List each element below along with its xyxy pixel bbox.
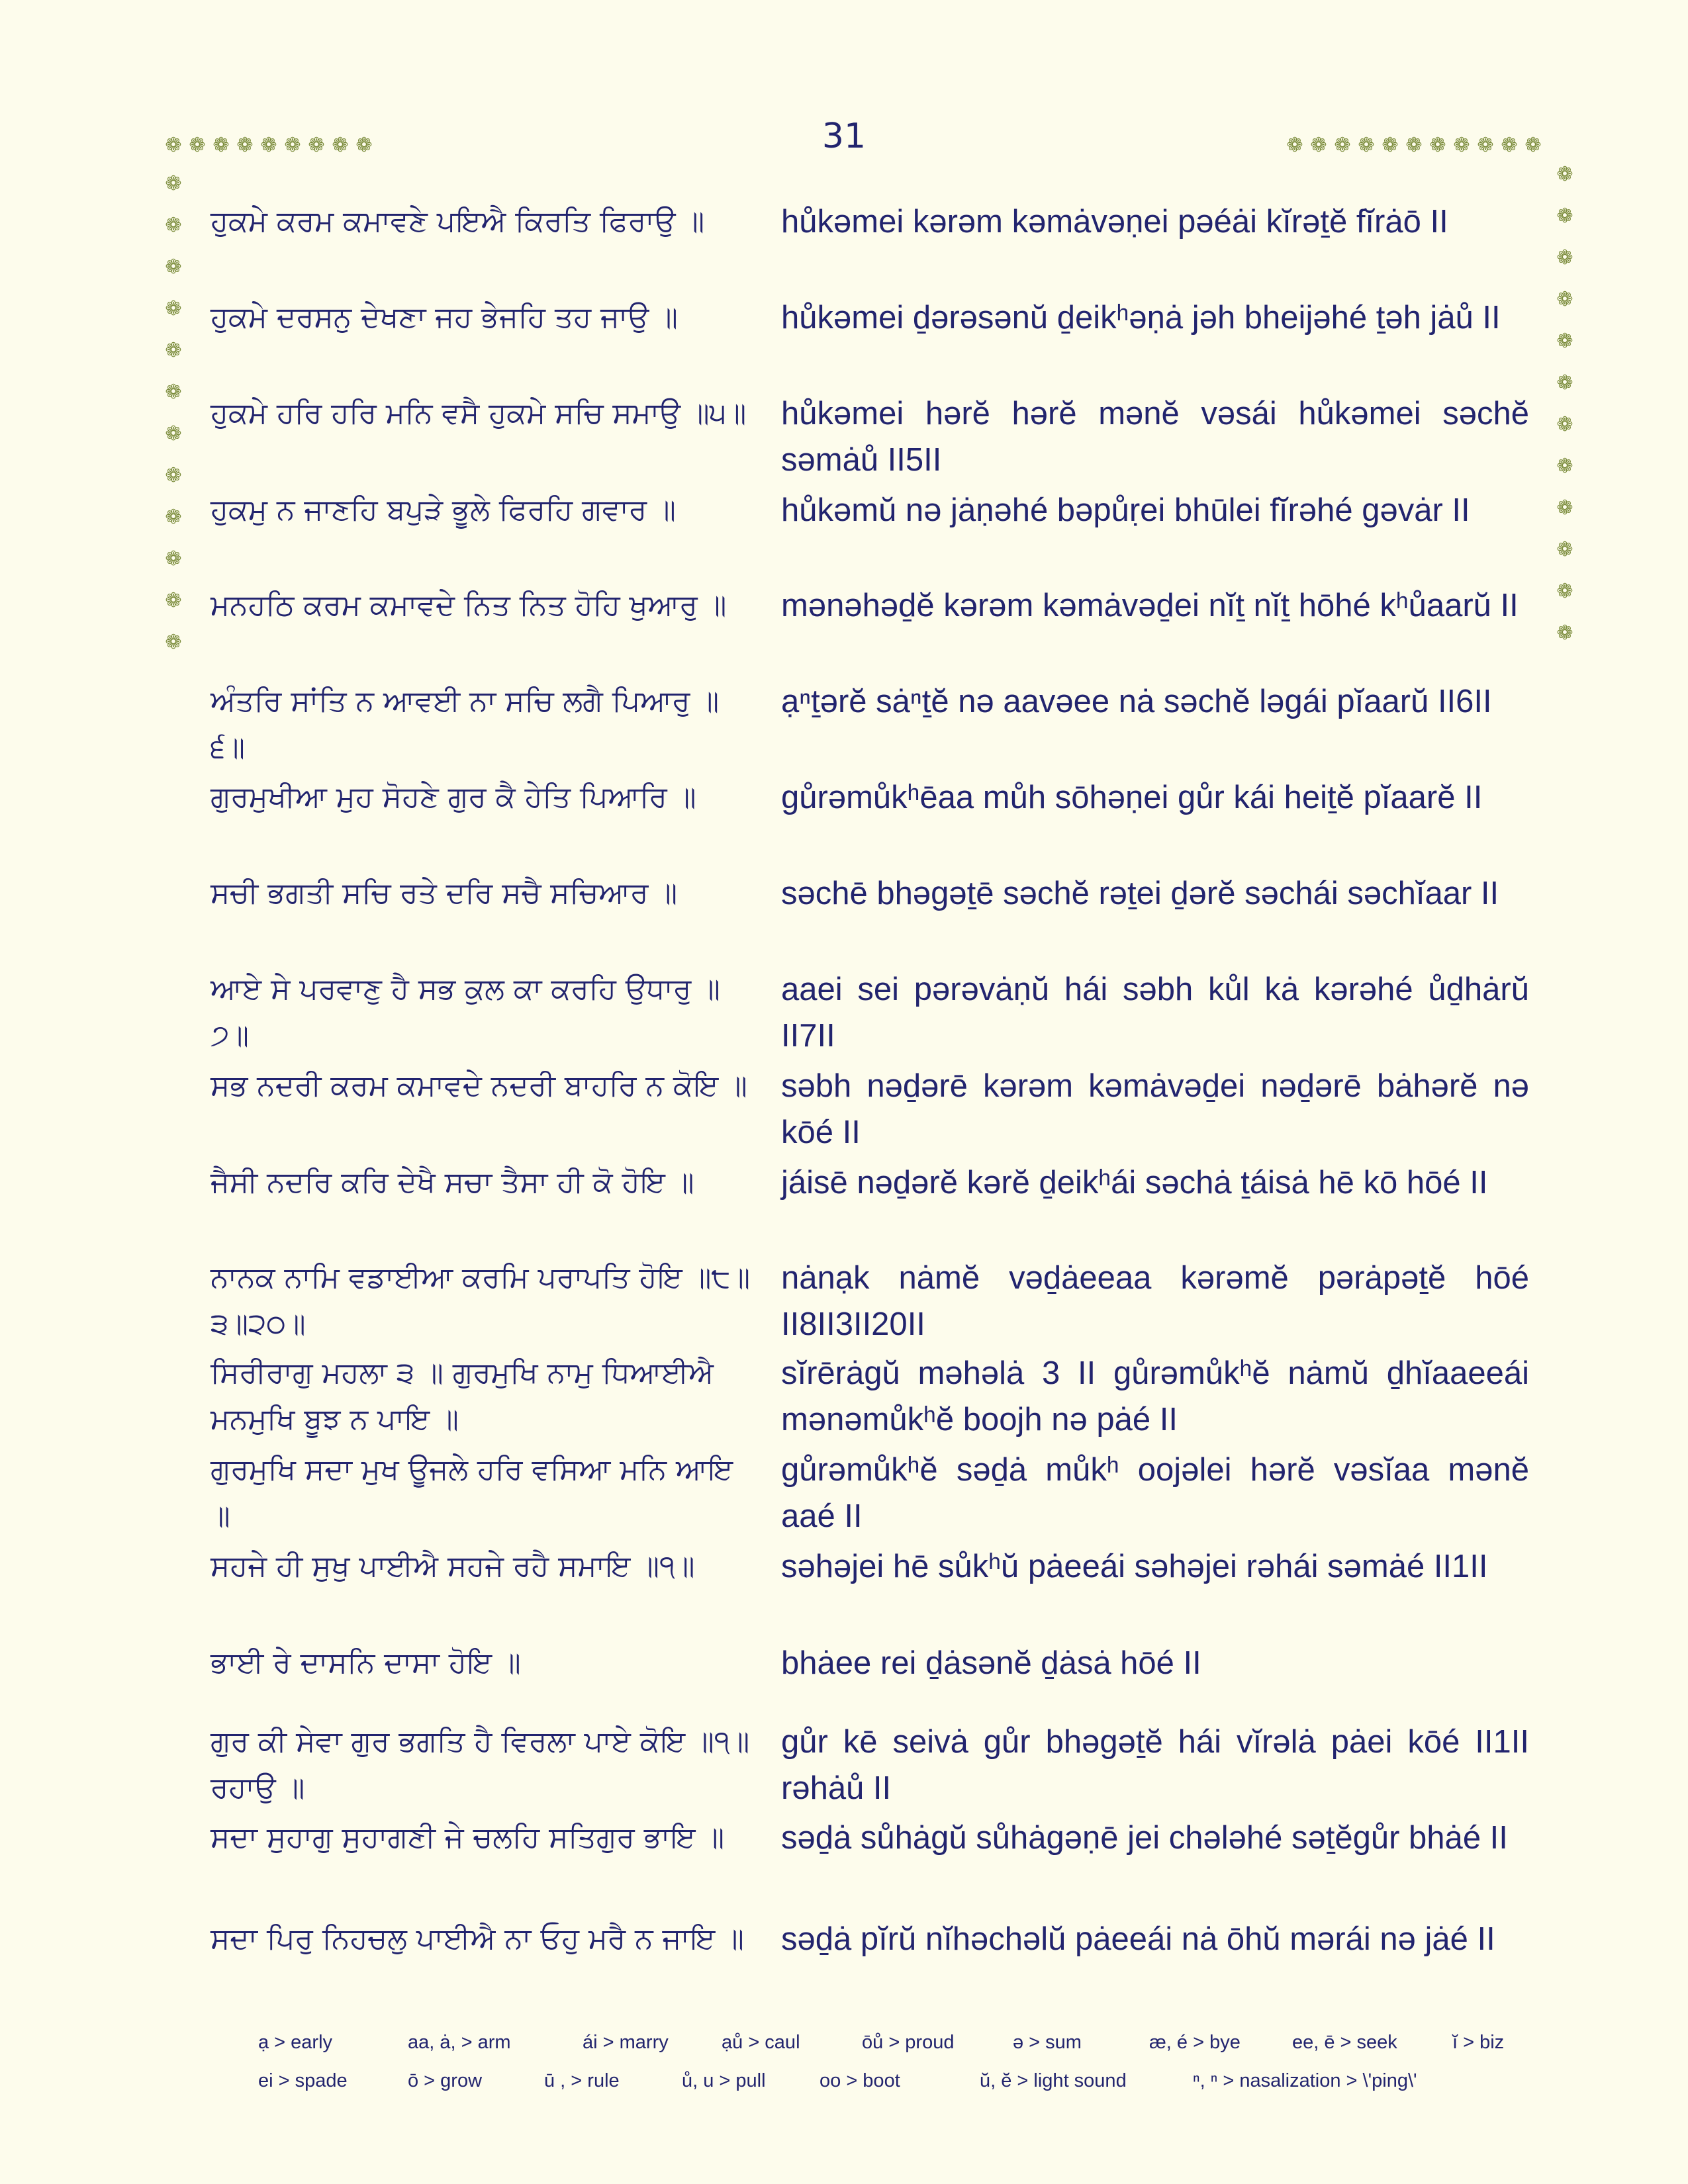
transliteration-line: səhəjei hē sůkʰŭ pȧeeái səhəjei rəhái səmȧé II1II <box>781 1549 1488 1584</box>
flower-ornament-icon: ❁ <box>1334 134 1351 157</box>
transliteration-line: hůkəmei hərĕ hərĕ mənĕ vəsái hůkəmei səchĕ səmȧů II5II <box>781 396 1529 478</box>
flower-ornament-icon: ❁ <box>284 134 301 157</box>
gurmukhi-line: ਆਏ ਸੇ ਪਰਵਾਣੁ ਹੈ ਸਭ ਕੁਲ ਕਾ ਕਰਹਿ ਉਧਾਰੁ ॥੭॥ <box>211 972 720 1052</box>
legend-item: ei > spade <box>258 2070 348 2091</box>
transliteration-line: gůrəmůkʰēaa můh sōhəṇei gůr kái heiṯĕ pĭaarĕ II <box>781 780 1483 815</box>
flower-ornament-icon: ❁ <box>165 172 182 195</box>
transliteration-line: səḏȧ pĭrŭ nĭhəchəlŭ pȧeeái nȧ ōhŭ mərái nə jȧé II <box>781 1921 1495 1957</box>
gurmukhi-line: ਸਚੀ ਭਗਤੀ ਸਚਿ ਰਤੇ ਦਰਿ ਸਚੈ ਸਚਿਆਰ ॥ <box>211 876 678 910</box>
gurmukhi-line: ਮਨਹਠਿ ਕਰਮ ਕਮਾਵਦੇ ਨਿਤ ਨਿਤ ਹੋਹਿ ਖੁਆਰੁ ॥ <box>211 588 727 622</box>
legend-item: ĭ > biz <box>1452 2032 1505 2053</box>
legend-item: aa, ȧ, > arm <box>408 2032 511 2053</box>
gurmukhi-line: ਹੁਕਮੁ ਨ ਜਾਣਹਿ ਬਪੁੜੇ ਭੂਲੇ ਫਿਰਹਿ ਗਵਾਰ ॥ <box>211 493 676 527</box>
legend-item: ái > marry <box>583 2032 669 2053</box>
gurmukhi-line: ਸਦਾ ਪਿਰੁ ਨਿਹਚਲੁ ਪਾਈਐ ਨਾ ਓਹੁ ਮਰੈ ਨ ਜਾਇ ॥ <box>211 1922 744 1956</box>
gurmukhi-line: ਹੁਕਮੇ ਕਰਮ ਕਮਾਵਣੇ ਪਇਐ ਕਿਰਤਿ ਫਿਰਾਉ ॥ <box>211 205 705 238</box>
legend-item: ū , > rule <box>544 2070 620 2091</box>
flower-ornament-icon: ❁ <box>1556 205 1573 228</box>
flower-ornament-icon: ❁ <box>189 134 206 157</box>
legend-item: ů, u > pull <box>682 2070 766 2091</box>
flower-ornament-icon: ❁ <box>165 134 182 157</box>
flower-ornament-icon: ❁ <box>308 134 325 157</box>
flower-ornament-icon: ❁ <box>1556 538 1573 561</box>
legend-row <box>258 2070 1516 2109</box>
flower-ornament-icon: ❁ <box>1501 134 1518 157</box>
flower-ornament-icon: ❁ <box>1453 134 1470 157</box>
flower-ornament-icon: ❁ <box>1556 413 1573 436</box>
transliteration-line: səchē bhəgəṯē səchĕ rəṯei ḏərĕ səchái səchĭaar II <box>781 876 1499 911</box>
transliteration-line: gůrəmůkʰĕ səḏȧ můkʰ oojəlei hərĕ vəsĭaa mənĕ aaé II <box>781 1452 1529 1534</box>
legend-item: ạů > caul <box>722 2032 800 2053</box>
gurmukhi-line: ਸਿਰੀਰਾਗੁ ਮਹਲਾ ੩ ॥ ਗੁਰਮੁਖਿ ਨਾਮੁ ਧਿਆਈਐ ਮਨਮੁਖਿ ਬੂਝ ਨ ਪਾਇ ॥ <box>211 1356 714 1436</box>
gurmukhi-line: ਗੁਰਮੁਖਿ ਸਦਾ ਮੁਖ ਊਜਲੇ ਹਰਿ ਵਸਿਆ ਮਨਿ ਆਇ ॥ <box>211 1453 733 1533</box>
flower-ornament-icon: ❁ <box>1556 163 1573 186</box>
flower-ornament-icon: ❁ <box>165 297 182 320</box>
flower-ornament-icon: ❁ <box>1556 288 1573 311</box>
legend-item: oo > boot <box>820 2070 900 2091</box>
flower-ornament-icon: ❁ <box>1405 134 1423 157</box>
transliteration-line: səbh nəḏərē kərəm kəmȧvəḏei nəḏərē bȧhərĕ nə kōé II <box>781 1068 1529 1150</box>
flower-ornament-icon: ❁ <box>1556 330 1573 353</box>
legend-item: ō > grow <box>408 2070 483 2091</box>
flower-ornament-icon: ❁ <box>260 134 277 157</box>
flower-ornament-icon: ❁ <box>165 339 182 362</box>
flower-ornament-icon: ❁ <box>1477 134 1494 157</box>
transliteration-line: sĭrērȧgŭ məhəlȧ 3 II gůrəmůkʰĕ nȧmŭ ḏhĭaaeeái mənəmůkʰĕ boojh nə pȧé II <box>781 1355 1529 1437</box>
gurmukhi-line: ਸਭ ਨਦਰੀ ਕਰਮ ਕਮਾਵਦੇ ਨਦਰੀ ਬਾਹਰਿ ਨ ਕੋਇ ॥ <box>211 1069 747 1103</box>
flower-ornament-icon: ❁ <box>1358 134 1375 157</box>
gurmukhi-line: ਗੁਰ ਕੀ ਸੇਵਾ ਗੁਰ ਭਗਤਿ ਹੈ ਵਿਰਲਾ ਪਾਏ ਕੋਇ ॥੧॥ ਰਹਾਉ ॥ <box>211 1725 750 1805</box>
legend-row <box>258 2032 1516 2070</box>
flower-ornament-icon: ❁ <box>165 464 182 487</box>
flower-ornament-icon: ❁ <box>332 134 349 157</box>
transliteration-line: mənəhəḏĕ kərəm kəmȧvəḏei nĭṯ nĭṯ hōhé kʰůaarŭ II <box>781 588 1519 623</box>
flower-ornament-icon: ❁ <box>165 381 182 404</box>
legend-item: æ, é > bye <box>1149 2032 1241 2053</box>
flower-ornament-icon: ❁ <box>1310 134 1327 157</box>
transliteration-line: səḏȧ sůhȧgŭ sůhȧgəṇē jei chələhé səṯĕgůr bhȧé II <box>781 1820 1508 1856</box>
legend-item: ə > sum <box>1013 2032 1082 2053</box>
flower-ornament-icon: ❁ <box>1382 134 1399 157</box>
flower-ornament-icon: ❁ <box>165 422 182 445</box>
pronunciation-legend <box>258 2032 1516 2109</box>
flower-ornament-icon: ❁ <box>1556 580 1573 603</box>
flower-ornament-icon: ❁ <box>165 631 182 654</box>
transliteration-line: ạⁿṯərĕ sȧⁿṯĕ nə aavəee nȧ səchĕ ləgái pĭaarŭ II6II <box>781 684 1492 719</box>
gurmukhi-line: ਸਦਾ ਸੁਹਾਗੁ ਸੁਹਾਗਣੀ ਜੇ ਚਲਹਿ ਸਤਿਗੁਰ ਭਾਇ ॥ <box>211 1821 725 1854</box>
page-number: 31 <box>821 116 867 156</box>
flower-ornament-icon: ❁ <box>236 134 254 157</box>
flower-ornament-icon: ❁ <box>1429 134 1446 157</box>
flower-ornament-icon: ❁ <box>165 255 182 279</box>
flower-ornament-icon: ❁ <box>1556 246 1573 269</box>
transliteration-line: bhȧee rei ḏȧsənĕ ḏȧsȧ hōé II <box>781 1645 1201 1681</box>
legend-item: ạ > early <box>258 2032 333 2053</box>
transliteration-line: gůr kē seivȧ gůr bhəgəṯĕ hái vĭrəlȧ pȧei kōé II1II rəhȧů II <box>781 1724 1529 1806</box>
legend-item: ee, ē > seek <box>1292 2032 1397 2053</box>
transliteration-line: aaei sei pərəvȧṇŭ hái səbh kůl kȧ kərəhé ůḏhȧrŭ II7II <box>781 972 1529 1054</box>
transliteration-line: jáisē nəḏərĕ kərĕ ḏeikʰái səchȧ ṯáisȧ hē kō hōé II <box>781 1165 1488 1201</box>
transliteration-line: hůkəmei ḏərəsənŭ ḏeikʰəṇȧ jəh bheijəhé ṯəh jȧů II <box>781 300 1501 336</box>
flower-ornament-icon: ❁ <box>165 589 182 612</box>
flower-ornament-icon: ❁ <box>1556 496 1573 520</box>
flower-ornament-icon: ❁ <box>212 134 230 157</box>
legend-item: ōů > proud <box>862 2032 955 2053</box>
flower-ornament-icon: ❁ <box>165 506 182 529</box>
legend-item: ŭ, ĕ > light sound <box>980 2070 1127 2091</box>
flower-ornament-icon: ❁ <box>165 214 182 237</box>
transliteration-line: hůkəmei kərəm kəmȧvəṇei pəéȧi kĭrəṯĕ fĭrȧō II <box>781 204 1448 240</box>
flower-ornament-icon: ❁ <box>1524 134 1542 157</box>
flower-ornament-icon: ❁ <box>1286 134 1303 157</box>
gurmukhi-line: ਹੁਕਮੇ ਹਰਿ ਹਰਿ ਮਨਿ ਵਸੈ ਹੁਕਮੇ ਸਚਿ ਸਮਾਉ ॥੫॥ <box>211 396 747 430</box>
legend-item: ⁿ, ⁿ > nasalization > \'ping\' <box>1193 2070 1417 2091</box>
transliteration-line: hůkəmŭ nə jȧṇəhé bəpůṛei bhūlei fĭrəhé gəvȧr II <box>781 492 1470 528</box>
gurmukhi-line: ਸਹਜੇ ਹੀ ਸੁਖੁ ਪਾਈਐ ਸਹਜੇ ਰਹੈ ਸਮਾਇ ॥੧॥ <box>211 1549 695 1583</box>
gurmukhi-line: ਭਾਈ ਰੇ ਦਾਸਨਿ ਦਾਸਾ ਹੋਇ ॥ <box>211 1646 521 1680</box>
gurmukhi-line: ਜੈਸੀ ਨਦਰਿ ਕਰਿ ਦੇਖੈ ਸਚਾ ਤੈਸਾ ਹੀ ਕੋ ਹੋਇ ॥ <box>211 1165 694 1199</box>
gurmukhi-line: ਨਾਨਕ ਨਾਮਿ ਵਡਾਈਆ ਕਰਮਿ ਪਰਾਪਤਿ ਹੋਇ ॥੮॥੩॥੨੦॥ <box>211 1261 751 1341</box>
transliteration-line: nȧnạk nȧmĕ vəḏȧeeaa kərəmĕ pərȧpəṯĕ hōé II8II3II20II <box>781 1260 1529 1342</box>
flower-ornament-icon: ❁ <box>1556 371 1573 394</box>
gurmukhi-line: ਅੰਤਰਿ ਸਾਂਤਿ ਨ ਆਵਈ ਨਾ ਸਚਿ ਲਗੈ ਪਿਆਰੁ ॥੬॥ <box>211 684 720 764</box>
flower-ornament-icon: ❁ <box>1556 621 1573 645</box>
flower-ornament-icon: ❁ <box>355 134 373 157</box>
gurmukhi-line: ਹੁਕਮੇ ਦਰਸਨੁ ਦੇਖਣਾ ਜਹ ਭੇਜਹਿ ਤਹ ਜਾਉ ॥ <box>211 300 678 334</box>
flower-ornament-icon: ❁ <box>165 547 182 570</box>
gurmukhi-line: ਗੁਰਮੁਖੀਆ ਮੁਹ ਸੋਹਣੇ ਗੁਰ ਕੈ ਹੇਤਿ ਪਿਆਰਿ ॥ <box>211 780 696 814</box>
flower-ornament-icon: ❁ <box>1556 455 1573 478</box>
